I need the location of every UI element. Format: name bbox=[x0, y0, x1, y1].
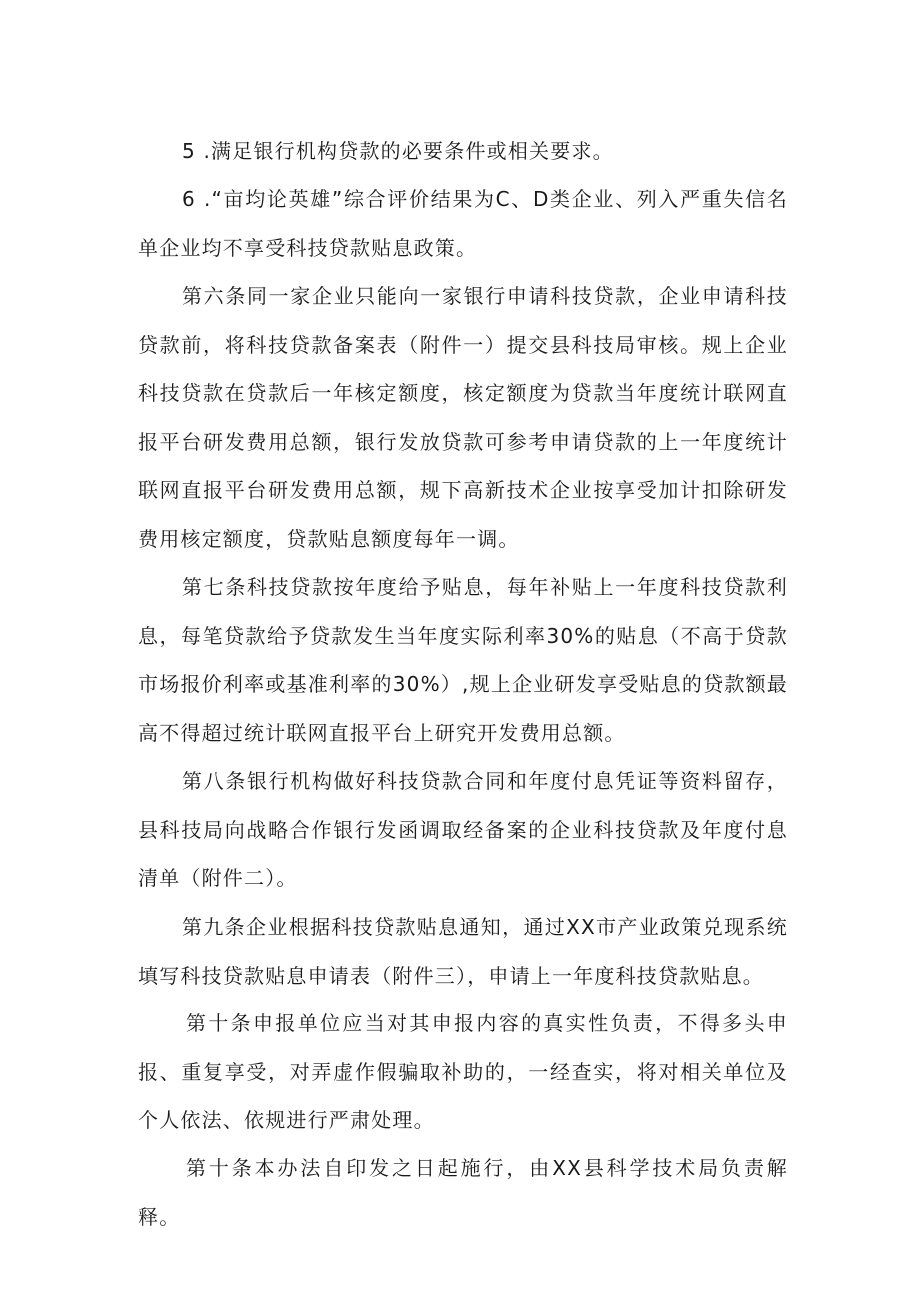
paragraph-article-8: 第八条银行机构做好科技贷款合同和年度付息凭证等资料留存，县科技局向战略合作银行发函调取经备案的企业科技贷款及年度付息清单（附件二）。 bbox=[138, 769, 788, 890]
paragraph-item-6: 6 .“亩均论英雄”综合评价结果为C、D类企业、列入严重失信名单企业均不享受科技贷款贴息政策。 bbox=[138, 187, 788, 260]
paragraph-article-10-effective: 第十条本办法自印发之日起施行，由XX县科学技术局负责解释。 bbox=[138, 1156, 788, 1229]
paragraph-article-7: 第七条科技贷款按年度给予贴息，每年补贴上一年度科技贷款利息，每笔贷款给予贷款发生当年度实际利率30%的贴息（不高于贷款市场报价利率或基准利率的30%）,规上企业研发享受贴息的贷款额最高不得超过统计联网直报平台上研究开发费用总额。 bbox=[138, 575, 788, 745]
paragraph-article-9: 第九条企业根据科技贷款贴息通知，通过XX市产业政策兑现系统填写科技贷款贴息申请表（附件三），申请上一年度科技贷款贴息。 bbox=[138, 915, 788, 988]
paragraph-item-5: 5 .满足银行机构贷款的必要条件或相关要求。 bbox=[182, 139, 614, 163]
paragraph-article-6: 第六条同一家企业只能向一家银行申请科技贷款，企业申请科技贷款前，将科技贷款备案表（附件一）提交县科技局审核。规上企业科技贷款在贷款后一年核定额度，核定额度为贷款当年度统计联网直报平台研发费用总额，银行发放贷款可参考申请贷款的上一年度统计联网直报平台研发费用总额，规下高新技术企业按享受加计扣除研发费用核定额度，贷款贴息额度每年一调。 bbox=[138, 284, 788, 551]
paragraph-article-10: 第十条申报单位应当对其申报内容的真实性负责，不得多头申报、重复享受，对弄虚作假骗取补助的，一经查实，将对相关单位及个人依法、依规进行严肃处理。 bbox=[138, 1011, 788, 1132]
